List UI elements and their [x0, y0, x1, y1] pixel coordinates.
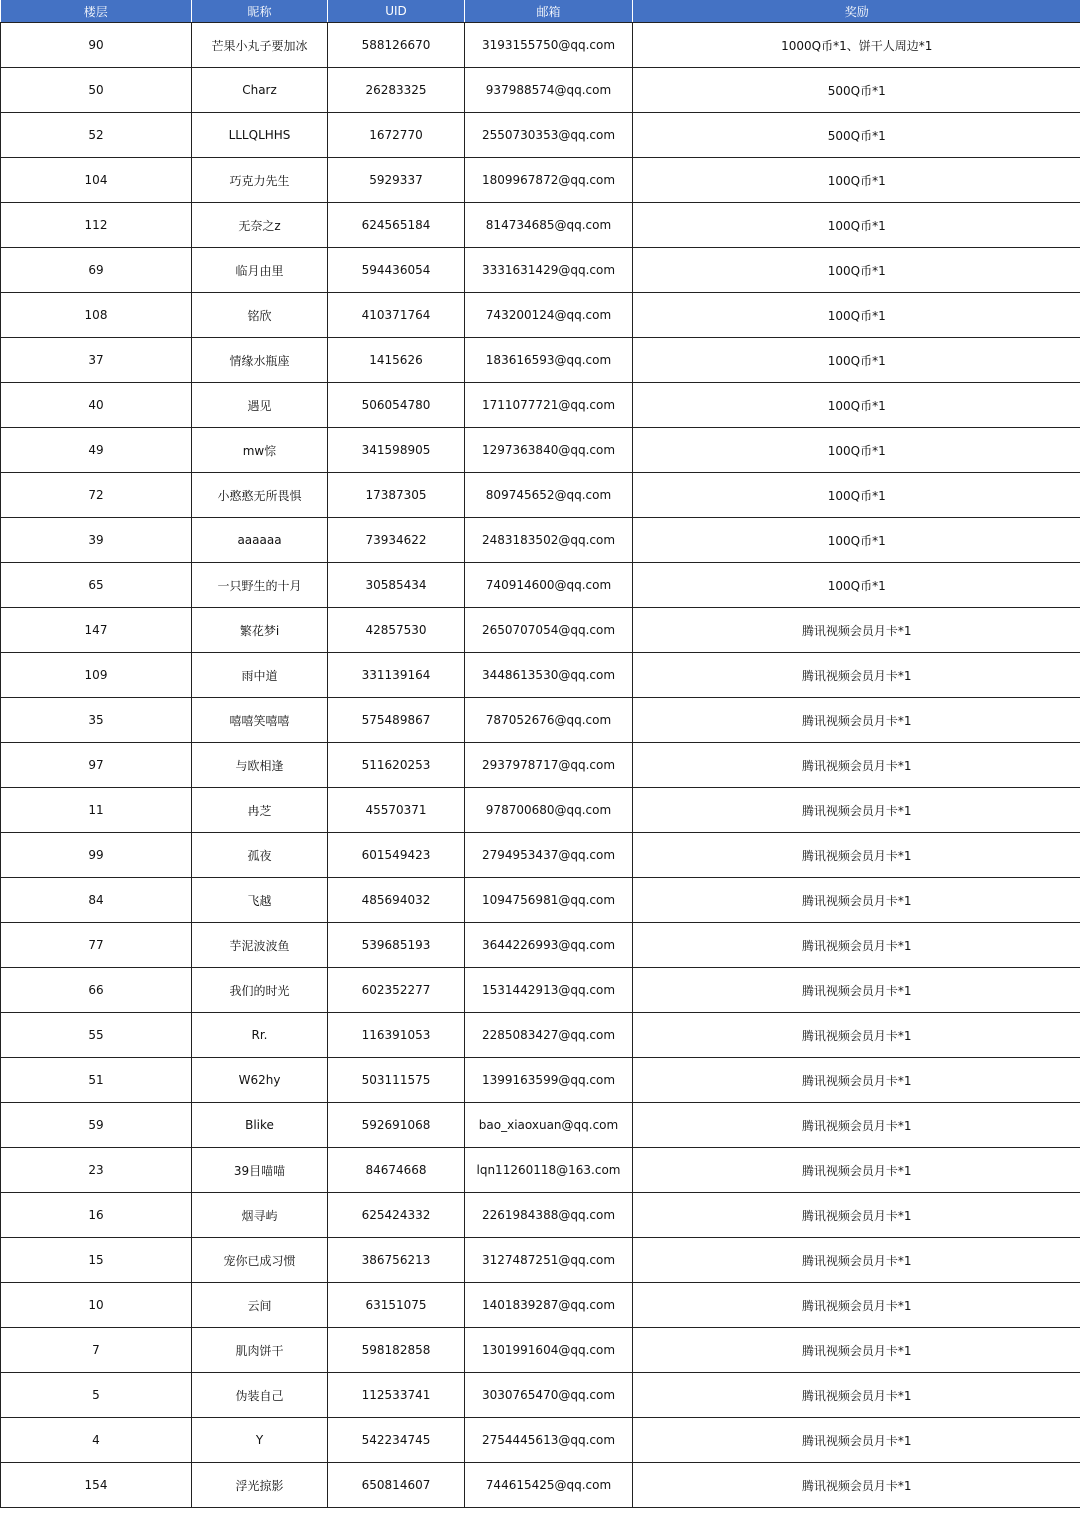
table-row: [1, 1013, 1080, 1058]
cell-nickname: 烟寻屿: [192, 1193, 328, 1238]
cell-nickname: 39目喵喵: [192, 1148, 328, 1193]
cell-floor: 7: [1, 1328, 192, 1373]
table-row: [1, 878, 1080, 923]
cell-uid: 598182858: [328, 1328, 465, 1373]
cell-uid: 331139164: [328, 653, 465, 698]
table-row: [1, 428, 1080, 473]
cell-email: 787052676@qq.com: [465, 698, 633, 743]
cell-reward: 腾讯视频会员月卡*1: [633, 1283, 1080, 1328]
cell-nickname: W62hy: [192, 1058, 328, 1103]
cell-floor: 66: [1, 968, 192, 1013]
table-row: [1, 383, 1080, 428]
cell-floor: 72: [1, 473, 192, 518]
cell-uid: 73934622: [328, 518, 465, 563]
cell-floor: 4: [1, 1418, 192, 1463]
cell-floor: 59: [1, 1103, 192, 1148]
cell-reward: 腾讯视频会员月卡*1: [633, 788, 1080, 833]
table-row: [1, 743, 1080, 788]
table-row: [1, 248, 1080, 293]
cell-reward: 腾讯视频会员月卡*1: [633, 1463, 1080, 1508]
cell-floor: 52: [1, 113, 192, 158]
cell-reward: 100Q币*1: [633, 293, 1080, 338]
cell-uid: 341598905: [328, 428, 465, 473]
cell-reward: 100Q币*1: [633, 518, 1080, 563]
cell-email: 1094756981@qq.com: [465, 878, 633, 923]
cell-nickname: 伪装自己: [192, 1373, 328, 1418]
cell-reward: 100Q币*1: [633, 383, 1080, 428]
header-email: 邮箱: [465, 0, 633, 23]
cell-reward: 100Q币*1: [633, 338, 1080, 383]
cell-email: 3331631429@qq.com: [465, 248, 633, 293]
cell-uid: 602352277: [328, 968, 465, 1013]
cell-reward: 腾讯视频会员月卡*1: [633, 1193, 1080, 1238]
cell-email: 2650707054@qq.com: [465, 608, 633, 653]
cell-reward: 腾讯视频会员月卡*1: [633, 923, 1080, 968]
cell-uid: 625424332: [328, 1193, 465, 1238]
cell-floor: 109: [1, 653, 192, 698]
cell-floor: 69: [1, 248, 192, 293]
table-row: [1, 113, 1080, 158]
cell-email: 740914600@qq.com: [465, 563, 633, 608]
cell-floor: 55: [1, 1013, 192, 1058]
cell-email: 1531442913@qq.com: [465, 968, 633, 1013]
cell-email: 2285083427@qq.com: [465, 1013, 633, 1058]
cell-floor: 108: [1, 293, 192, 338]
cell-nickname: 铭欣: [192, 293, 328, 338]
cell-email: 3644226993@qq.com: [465, 923, 633, 968]
table-row: [1, 1238, 1080, 1283]
table-row: [1, 563, 1080, 608]
cell-reward: 腾讯视频会员月卡*1: [633, 1058, 1080, 1103]
cell-nickname: 浮光掠影: [192, 1463, 328, 1508]
cell-reward: 腾讯视频会员月卡*1: [633, 1103, 1080, 1148]
table-row: [1, 1283, 1080, 1328]
cell-nickname: 芒果小丸子要加冰: [192, 23, 328, 68]
cell-uid: 17387305: [328, 473, 465, 518]
cell-floor: 50: [1, 68, 192, 113]
cell-email: 1711077721@qq.com: [465, 383, 633, 428]
table-row: [1, 833, 1080, 878]
cell-floor: 65: [1, 563, 192, 608]
table-row: [1, 1193, 1080, 1238]
table-row: [1, 68, 1080, 113]
cell-reward: 腾讯视频会员月卡*1: [633, 968, 1080, 1013]
cell-floor: 37: [1, 338, 192, 383]
cell-floor: 35: [1, 698, 192, 743]
cell-uid: 63151075: [328, 1283, 465, 1328]
table-row: [1, 473, 1080, 518]
cell-floor: 147: [1, 608, 192, 653]
cell-email: 2261984388@qq.com: [465, 1193, 633, 1238]
cell-floor: 40: [1, 383, 192, 428]
cell-uid: 511620253: [328, 743, 465, 788]
cell-nickname: aaaaaa: [192, 518, 328, 563]
cell-floor: 49: [1, 428, 192, 473]
cell-nickname: 遇见: [192, 383, 328, 428]
table-row: [1, 158, 1080, 203]
cell-nickname: 雨中道: [192, 653, 328, 698]
cell-email: 1301991604@qq.com: [465, 1328, 633, 1373]
cell-email: 978700680@qq.com: [465, 788, 633, 833]
cell-nickname: 云间: [192, 1283, 328, 1328]
cell-uid: 601549423: [328, 833, 465, 878]
cell-email: 3127487251@qq.com: [465, 1238, 633, 1283]
table-row: [1, 968, 1080, 1013]
cell-nickname: 飞越: [192, 878, 328, 923]
cell-nickname: 一只野生的十月: [192, 563, 328, 608]
cell-reward: 100Q币*1: [633, 203, 1080, 248]
cell-email: 937988574@qq.com: [465, 68, 633, 113]
table-row: [1, 653, 1080, 698]
cell-floor: 90: [1, 23, 192, 68]
cell-uid: 650814607: [328, 1463, 465, 1508]
header-floor: 楼层: [1, 0, 192, 23]
cell-uid: 1415626: [328, 338, 465, 383]
cell-floor: 51: [1, 1058, 192, 1103]
cell-email: 743200124@qq.com: [465, 293, 633, 338]
cell-nickname: 繁花梦i: [192, 608, 328, 653]
cell-nickname: Y: [192, 1418, 328, 1463]
cell-email: 3448613530@qq.com: [465, 653, 633, 698]
cell-email: 1297363840@qq.com: [465, 428, 633, 473]
cell-reward: 腾讯视频会员月卡*1: [633, 653, 1080, 698]
table-row: [1, 1328, 1080, 1373]
cell-uid: 575489867: [328, 698, 465, 743]
cell-reward: 腾讯视频会员月卡*1: [633, 698, 1080, 743]
cell-uid: 112533741: [328, 1373, 465, 1418]
cell-uid: 410371764: [328, 293, 465, 338]
cell-uid: 542234745: [328, 1418, 465, 1463]
cell-reward: 500Q币*1: [633, 68, 1080, 113]
cell-email: lqn11260118@163.com: [465, 1148, 633, 1193]
cell-uid: 485694032: [328, 878, 465, 923]
cell-nickname: Charz: [192, 68, 328, 113]
table-row: [1, 338, 1080, 383]
cell-email: bao_xiaoxuan@qq.com: [465, 1103, 633, 1148]
cell-nickname: 小憨憨无所畏惧: [192, 473, 328, 518]
table-row: [1, 23, 1080, 68]
table-row: [1, 1418, 1080, 1463]
table-row: [1, 698, 1080, 743]
cell-email: 2483183502@qq.com: [465, 518, 633, 563]
cell-floor: 10: [1, 1283, 192, 1328]
cell-email: 1809967872@qq.com: [465, 158, 633, 203]
cell-reward: 腾讯视频会员月卡*1: [633, 743, 1080, 788]
cell-floor: 16: [1, 1193, 192, 1238]
cell-floor: 97: [1, 743, 192, 788]
cell-nickname: LLLQLHHS: [192, 113, 328, 158]
cell-nickname: Rr.: [192, 1013, 328, 1058]
cell-floor: 15: [1, 1238, 192, 1283]
cell-uid: 539685193: [328, 923, 465, 968]
cell-uid: 30585434: [328, 563, 465, 608]
cell-nickname: mw悰: [192, 428, 328, 473]
cell-uid: 503111575: [328, 1058, 465, 1103]
table-header: [1, 0, 1080, 23]
table-row: [1, 923, 1080, 968]
cell-email: 1401839287@qq.com: [465, 1283, 633, 1328]
cell-email: 809745652@qq.com: [465, 473, 633, 518]
cell-reward: 500Q币*1: [633, 113, 1080, 158]
cell-email: 1399163599@qq.com: [465, 1058, 633, 1103]
cell-floor: 11: [1, 788, 192, 833]
cell-reward: 腾讯视频会员月卡*1: [633, 1238, 1080, 1283]
cell-nickname: 与欧相逢: [192, 743, 328, 788]
cell-nickname: 宠你已成习惯: [192, 1238, 328, 1283]
cell-email: 2937978717@qq.com: [465, 743, 633, 788]
cell-email: 814734685@qq.com: [465, 203, 633, 248]
cell-reward: 100Q币*1: [633, 473, 1080, 518]
table-row: [1, 518, 1080, 563]
cell-floor: 77: [1, 923, 192, 968]
cell-uid: 594436054: [328, 248, 465, 293]
cell-email: 2794953437@qq.com: [465, 833, 633, 878]
cell-floor: 5: [1, 1373, 192, 1418]
cell-reward: 100Q币*1: [633, 563, 1080, 608]
cell-reward: 100Q币*1: [633, 158, 1080, 203]
cell-floor: 154: [1, 1463, 192, 1508]
cell-nickname: 芋泥波波鱼: [192, 923, 328, 968]
cell-floor: 112: [1, 203, 192, 248]
cell-email: 3030765470@qq.com: [465, 1373, 633, 1418]
cell-uid: 624565184: [328, 203, 465, 248]
cell-uid: 588126670: [328, 23, 465, 68]
table-row: [1, 293, 1080, 338]
cell-reward: 1000Q币*1、饼干人周边*1: [633, 23, 1080, 68]
table-body: [1, 23, 1080, 1508]
cell-floor: 104: [1, 158, 192, 203]
cell-email: 744615425@qq.com: [465, 1463, 633, 1508]
cell-floor: 23: [1, 1148, 192, 1193]
cell-reward: 100Q币*1: [633, 428, 1080, 473]
table-row: [1, 203, 1080, 248]
cell-reward: 腾讯视频会员月卡*1: [633, 833, 1080, 878]
cell-reward: 100Q币*1: [633, 248, 1080, 293]
header-reward: 奖励: [633, 0, 1080, 23]
cell-uid: 45570371: [328, 788, 465, 833]
cell-floor: 99: [1, 833, 192, 878]
cell-reward: 腾讯视频会员月卡*1: [633, 1013, 1080, 1058]
cell-floor: 84: [1, 878, 192, 923]
cell-uid: 592691068: [328, 1103, 465, 1148]
cell-uid: 1672770: [328, 113, 465, 158]
table-row: [1, 788, 1080, 833]
table-row: [1, 1148, 1080, 1193]
cell-nickname: 临月由里: [192, 248, 328, 293]
cell-email: 2550730353@qq.com: [465, 113, 633, 158]
table-row: [1, 1103, 1080, 1148]
table-row: [1, 1058, 1080, 1103]
cell-nickname: 肌肉饼干: [192, 1328, 328, 1373]
cell-nickname: 孤夜: [192, 833, 328, 878]
cell-reward: 腾讯视频会员月卡*1: [633, 1418, 1080, 1463]
table-row: [1, 1463, 1080, 1508]
cell-reward: 腾讯视频会员月卡*1: [633, 1148, 1080, 1193]
cell-nickname: 冉芝: [192, 788, 328, 833]
cell-reward: 腾讯视频会员月卡*1: [633, 1373, 1080, 1418]
cell-nickname: 嘻嘻笑嘻嘻: [192, 698, 328, 743]
cell-nickname: 巧克力先生: [192, 158, 328, 203]
cell-uid: 5929337: [328, 158, 465, 203]
cell-uid: 386756213: [328, 1238, 465, 1283]
header-row: [1, 0, 1080, 23]
cell-nickname: 无奈之z: [192, 203, 328, 248]
cell-uid: 116391053: [328, 1013, 465, 1058]
cell-uid: 42857530: [328, 608, 465, 653]
cell-uid: 84674668: [328, 1148, 465, 1193]
cell-reward: 腾讯视频会员月卡*1: [633, 878, 1080, 923]
header-nickname: 昵称: [192, 0, 328, 23]
table-row: [1, 608, 1080, 653]
cell-nickname: 我们的时光: [192, 968, 328, 1013]
cell-email: 2754445613@qq.com: [465, 1418, 633, 1463]
cell-uid: 26283325: [328, 68, 465, 113]
cell-nickname: Blike: [192, 1103, 328, 1148]
cell-email: 3193155750@qq.com: [465, 23, 633, 68]
table-row: [1, 1373, 1080, 1418]
header-uid: UID: [328, 0, 465, 23]
cell-floor: 39: [1, 518, 192, 563]
cell-uid: 506054780: [328, 383, 465, 428]
cell-reward: 腾讯视频会员月卡*1: [633, 608, 1080, 653]
cell-reward: 腾讯视频会员月卡*1: [633, 1328, 1080, 1373]
cell-nickname: 情缘水瓶座: [192, 338, 328, 383]
cell-email: 183616593@qq.com: [465, 338, 633, 383]
